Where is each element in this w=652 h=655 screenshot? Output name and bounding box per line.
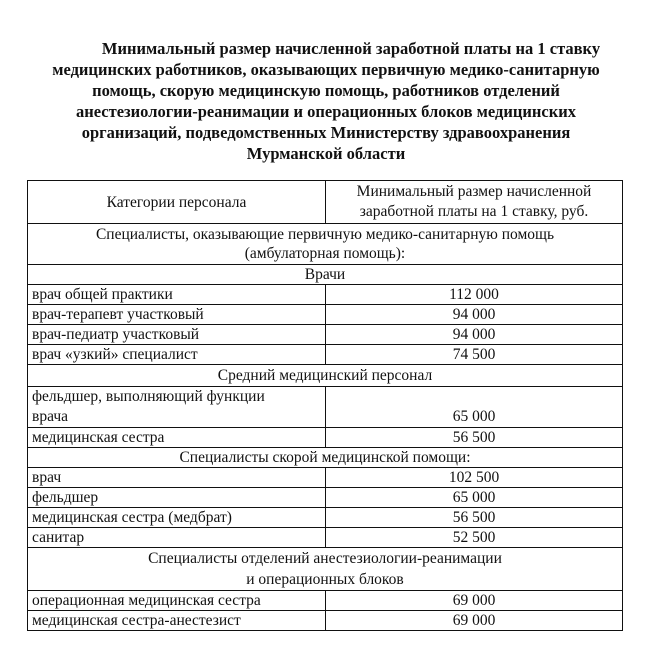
table-row bbox=[28, 528, 623, 548]
table-row bbox=[28, 325, 623, 345]
table-row bbox=[28, 387, 623, 428]
table-header-row bbox=[28, 181, 623, 224]
table-row bbox=[28, 305, 623, 325]
header-salary-line: Минимальный размер начисленной bbox=[356, 183, 592, 200]
title-line: организаций, подведомственных Министерству здравоохранения bbox=[81, 123, 571, 142]
salary-cell: 112 000 bbox=[326, 285, 623, 305]
section-title-line: Специалисты отделений анестезиологии-реанимации bbox=[148, 550, 502, 567]
category-cell: врач общей практики bbox=[28, 285, 326, 305]
table-row bbox=[28, 508, 623, 528]
salary-cell: 69 000 bbox=[326, 611, 623, 631]
title-line: помощь, скорую медицинскую помощь, работников отделений bbox=[92, 81, 560, 100]
category-cell: врач bbox=[28, 468, 326, 488]
category-cell: медицинская сестра (медбрат) bbox=[28, 508, 326, 528]
category-cell: врач «узкий» специалист bbox=[28, 345, 326, 365]
table-row bbox=[28, 591, 623, 611]
section-title bbox=[28, 548, 623, 591]
salary-cell: 69 000 bbox=[326, 591, 623, 611]
category-cell: операционная медицинская сестра bbox=[28, 591, 326, 611]
salary-table bbox=[27, 180, 623, 631]
subsection-title: Средний медицинский персонал bbox=[28, 365, 623, 387]
table-row bbox=[28, 611, 623, 631]
section-row-primary-care bbox=[28, 224, 623, 265]
salary-cell: 52 500 bbox=[326, 528, 623, 548]
title-line: Мурманской области bbox=[246, 144, 406, 163]
salary-cell: 102 500 bbox=[326, 468, 623, 488]
section-title: Специалисты скорой медицинской помощи: bbox=[28, 448, 623, 468]
header-salary-line: заработной платы на 1 ставку, руб. bbox=[359, 203, 589, 220]
section-row-anesthesiology bbox=[28, 548, 623, 591]
table-row bbox=[28, 345, 623, 365]
table-row bbox=[28, 285, 623, 305]
category-cell: медицинская сестра-анестезист bbox=[28, 611, 326, 631]
category-line: фельдшер, выполняющий функции bbox=[32, 388, 265, 405]
header-category: Категории персонала bbox=[28, 181, 326, 224]
salary-cell: 94 000 bbox=[326, 305, 623, 325]
title-line: Минимальный размер начисленной заработной платы на 1 ставку bbox=[101, 39, 601, 58]
table-row bbox=[28, 488, 623, 508]
salary-cell: 56 500 bbox=[326, 428, 623, 448]
document-title bbox=[20, 38, 632, 164]
category-line: врача bbox=[32, 408, 69, 425]
table-row bbox=[28, 428, 623, 448]
section-title-line: Специалисты, оказывающие первичную медико-санитарную помощь bbox=[95, 226, 555, 243]
category-cell: фельдшер bbox=[28, 488, 326, 508]
section-title-line: и операционных блоков bbox=[246, 571, 404, 588]
subsection-title: Врачи bbox=[28, 265, 623, 285]
subsection-row-nursing bbox=[28, 365, 623, 387]
header-salary bbox=[326, 181, 623, 224]
section-row-emergency bbox=[28, 448, 623, 468]
section-title bbox=[28, 224, 623, 265]
subsection-row-doctors bbox=[28, 265, 623, 285]
section-title-line: (амбулаторная помощь): bbox=[244, 245, 406, 262]
salary-cell: 56 500 bbox=[326, 508, 623, 528]
category-cell bbox=[28, 387, 326, 428]
category-cell: медицинская сестра bbox=[28, 428, 326, 448]
title-line: анестезиологии-реанимации и операционных блоков медицинских bbox=[76, 102, 576, 121]
salary-cell: 65 000 bbox=[326, 387, 623, 428]
category-cell: санитар bbox=[28, 528, 326, 548]
salary-cell: 94 000 bbox=[326, 325, 623, 345]
table-row bbox=[28, 468, 623, 488]
title-line: медицинских работников, оказывающих первичную медико-санитарную bbox=[52, 60, 600, 79]
category-cell: врач-педиатр участковый bbox=[28, 325, 326, 345]
category-cell: врач-терапевт участковый bbox=[28, 305, 326, 325]
salary-cell: 74 500 bbox=[326, 345, 623, 365]
salary-cell: 65 000 bbox=[326, 488, 623, 508]
